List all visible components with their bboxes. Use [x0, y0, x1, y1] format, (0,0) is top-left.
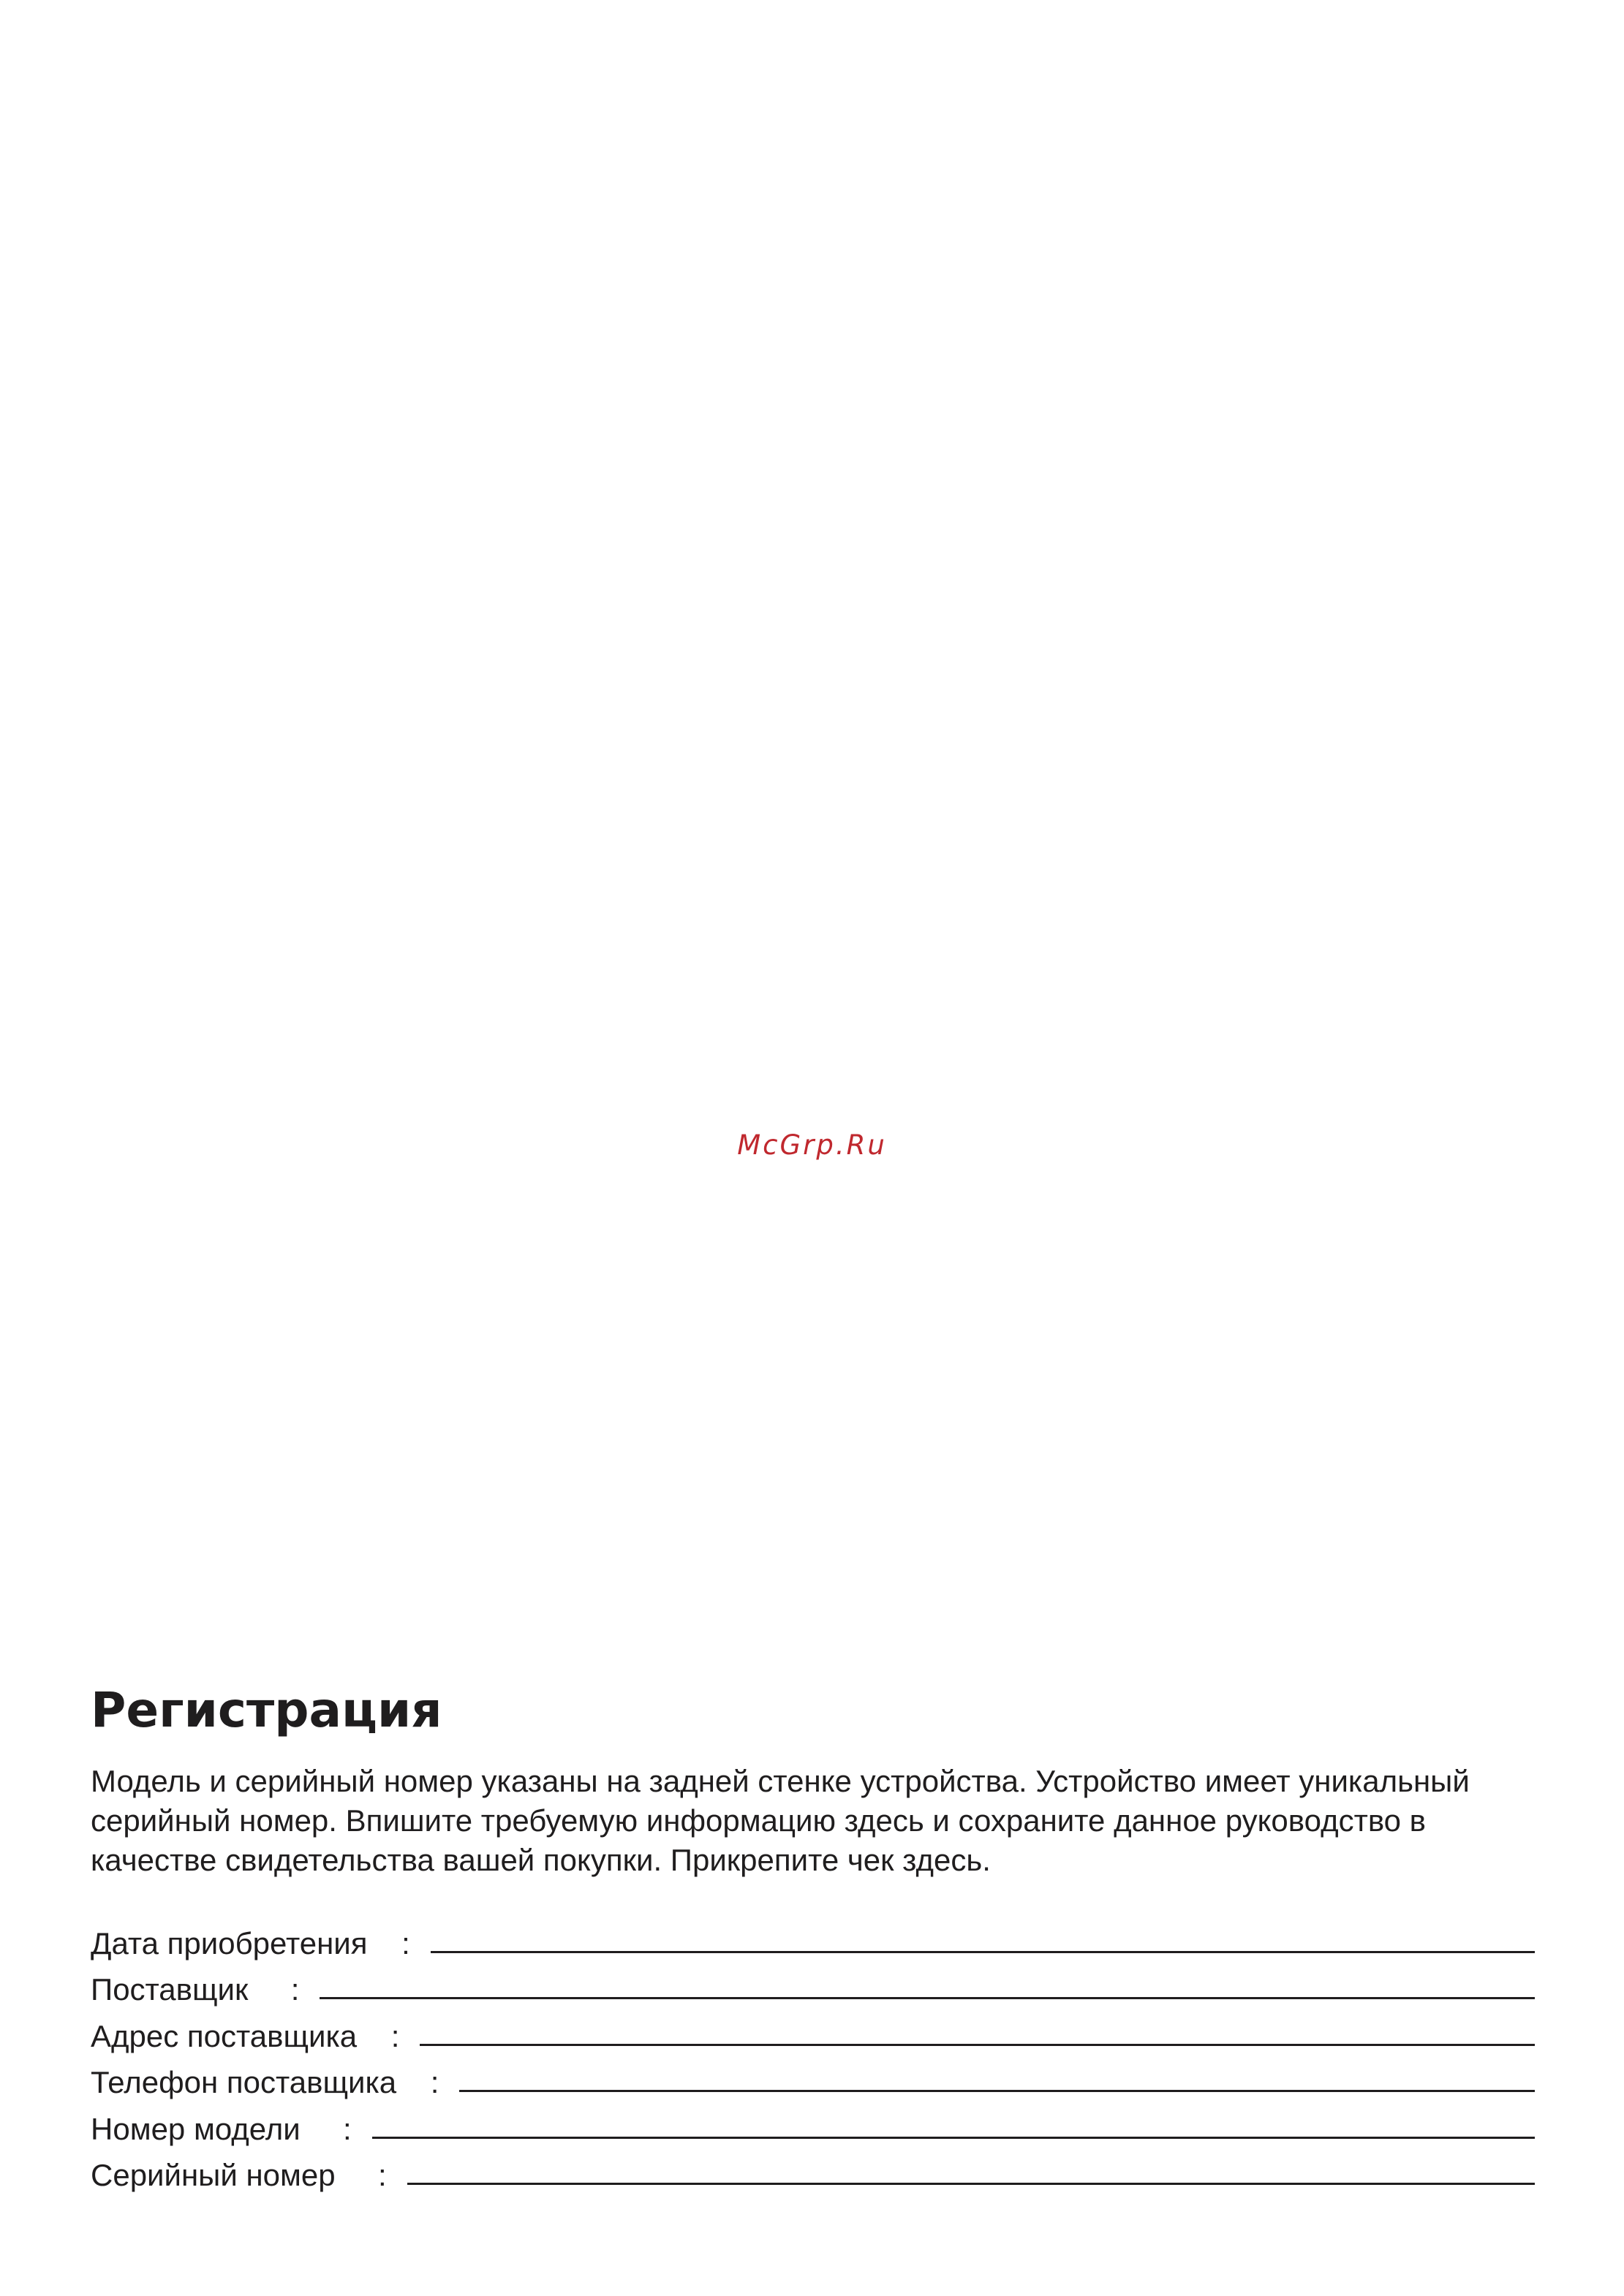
- purchase-date-field: [91, 1918, 1535, 1965]
- registration-section: [91, 1681, 1535, 1880]
- serial-number-field: [91, 2151, 1535, 2197]
- supplier-line: [320, 1997, 1535, 1999]
- purchase-date-line: [431, 1951, 1535, 1953]
- model-number-label: Номер модели :: [91, 2111, 352, 2146]
- intro-line-3: качестве свидетельства вашей покупки. Прикрепите чек здесь.: [91, 1843, 991, 1877]
- watermark-text: McGrp.Ru: [737, 1129, 887, 1161]
- page-title: Регистрация: [91, 1682, 442, 1738]
- model-number-field: [91, 2104, 1535, 2151]
- purchase-date-label: Дата приобретения :: [91, 1925, 410, 1960]
- intro-line-2: серийный номер. Впишите требуемую информацию здесь и сохраните данное руководство в: [91, 1803, 1426, 1838]
- supplier-label: Поставщик :: [91, 1972, 300, 2007]
- model-number-line: [372, 2137, 1535, 2139]
- serial-number-label: Серийный номер :: [91, 2158, 387, 2192]
- supplier-phone-line: [459, 2090, 1535, 2092]
- serial-number-line: [407, 2183, 1535, 2185]
- registration-form: [91, 1918, 1535, 2197]
- supplier-address-line: [420, 2044, 1535, 2046]
- intro-paragraph: [91, 1762, 1535, 1880]
- supplier-address-label: Адрес поставщика :: [91, 2018, 400, 2053]
- supplier-field: [91, 1965, 1535, 2012]
- supplier-phone-label: Телефон поставщика :: [91, 2065, 439, 2099]
- supplier-address-field: [91, 2011, 1535, 2058]
- intro-line-1: Модель и серийный номер указаны на задней стенке устройства. Устройство имеет уникальный: [91, 1764, 1470, 1798]
- supplier-phone-field: [91, 2058, 1535, 2104]
